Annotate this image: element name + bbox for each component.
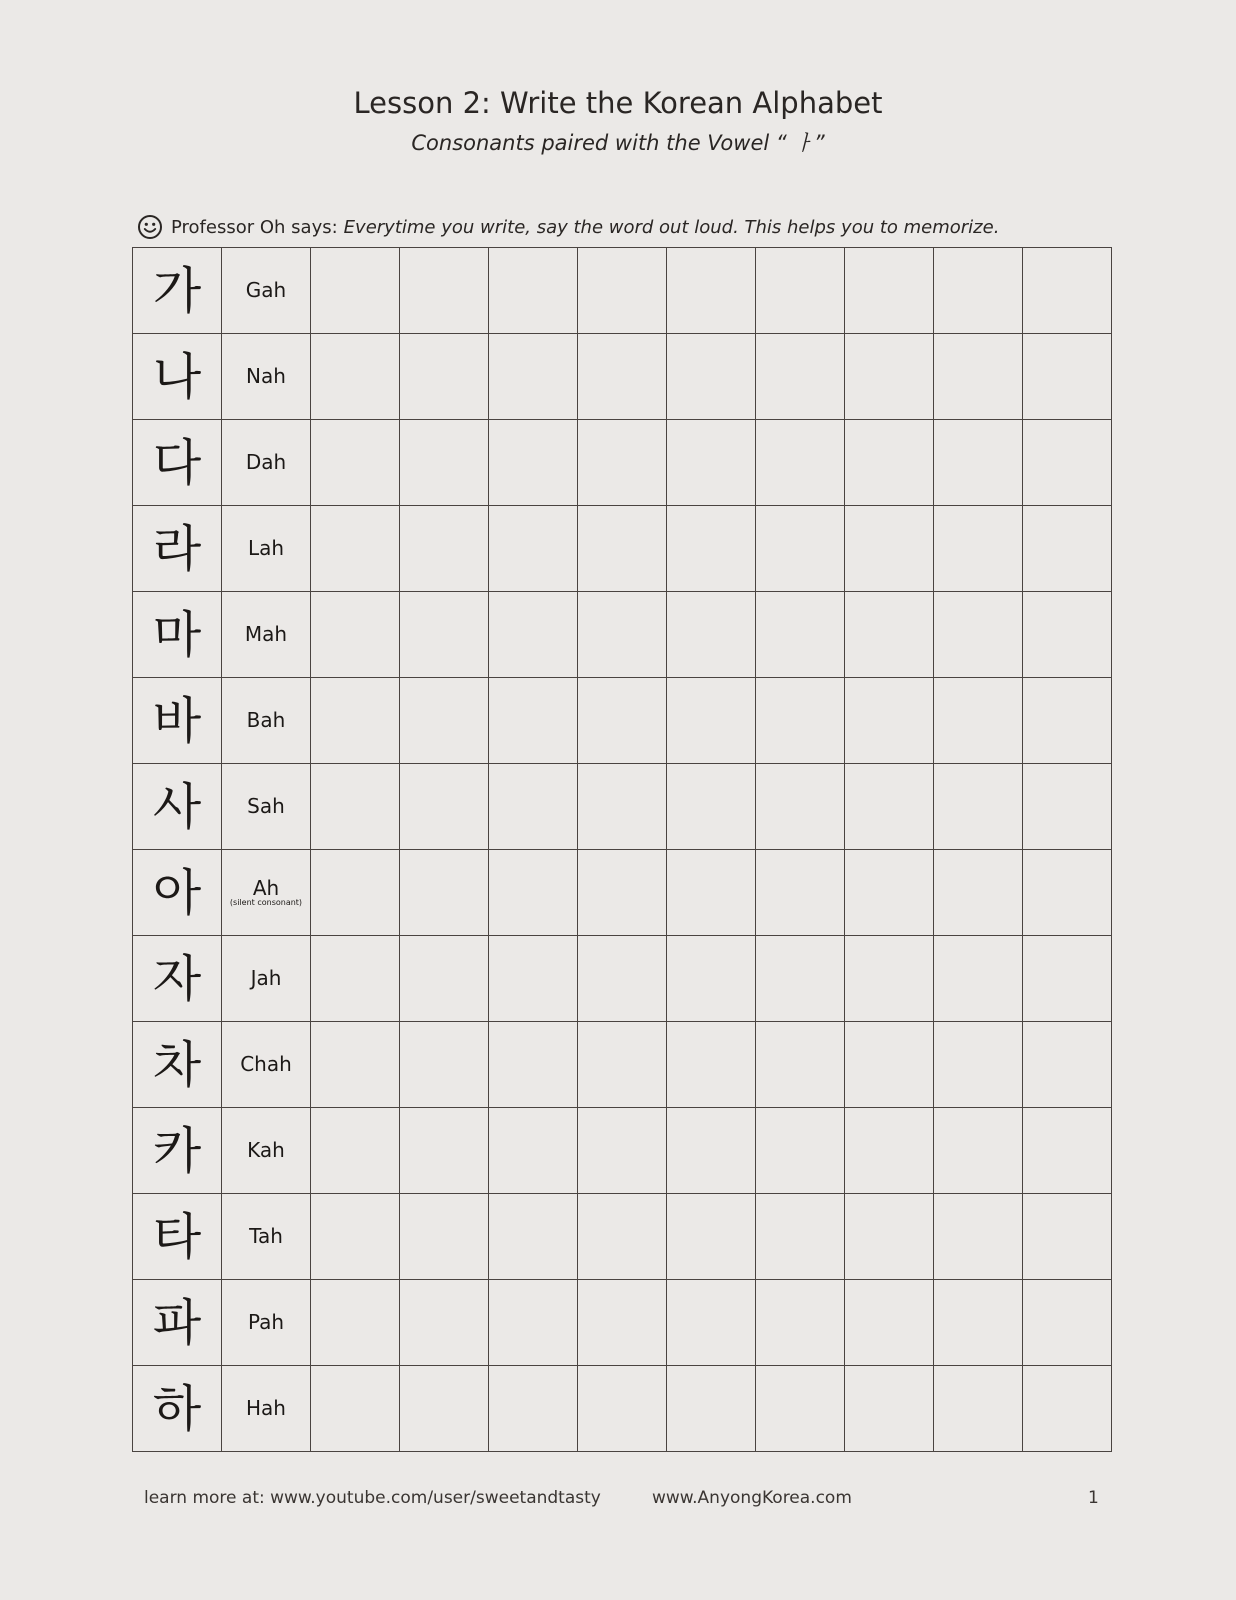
practice-cell bbox=[311, 248, 400, 334]
practice-cell bbox=[311, 1194, 400, 1280]
practice-grid bbox=[132, 247, 1112, 1452]
practice-cell bbox=[845, 850, 934, 936]
practice-cell bbox=[845, 936, 934, 1022]
practice-cell bbox=[578, 1366, 667, 1452]
practice-cell bbox=[934, 850, 1023, 936]
tip-lead: Professor Oh says: bbox=[171, 216, 338, 238]
practice-cell bbox=[756, 1194, 845, 1280]
practice-cell bbox=[934, 592, 1023, 678]
practice-cell bbox=[934, 936, 1023, 1022]
korean-syllable: 가 bbox=[152, 261, 202, 320]
korean-syllable: 자 bbox=[152, 949, 202, 1008]
practice-cell bbox=[578, 592, 667, 678]
practice-cell bbox=[489, 850, 578, 936]
romanization-cell bbox=[222, 334, 311, 420]
romanization-cell bbox=[222, 678, 311, 764]
page-subtitle: Consonants paired with the Vowel “ ㅏ” bbox=[411, 131, 825, 155]
practice-cell bbox=[934, 1366, 1023, 1452]
romanization-note: (silent consonant) bbox=[229, 898, 303, 907]
practice-cell bbox=[756, 764, 845, 850]
practice-cell bbox=[845, 592, 934, 678]
syllable-cell bbox=[133, 248, 222, 334]
practice-cell bbox=[1023, 334, 1112, 420]
tip-quote: Everytime you write, say the word out loud. This helps you to memorize. bbox=[343, 216, 1000, 238]
korean-syllable: 하 bbox=[152, 1379, 202, 1438]
grid-row bbox=[133, 1366, 1112, 1452]
practice-cell bbox=[1023, 1194, 1112, 1280]
romanization: Tah bbox=[249, 1224, 283, 1248]
practice-cell bbox=[578, 1194, 667, 1280]
practice-cell bbox=[667, 420, 756, 506]
syllable-cell bbox=[133, 1108, 222, 1194]
practice-cell bbox=[489, 334, 578, 420]
practice-cell bbox=[756, 248, 845, 334]
smiley-icon bbox=[137, 214, 163, 240]
syllable-cell bbox=[133, 1022, 222, 1108]
practice-cell bbox=[1023, 1022, 1112, 1108]
practice-cell bbox=[400, 936, 489, 1022]
practice-cell bbox=[1023, 1366, 1112, 1452]
grid-row bbox=[133, 936, 1112, 1022]
practice-cell bbox=[311, 592, 400, 678]
practice-cell bbox=[667, 334, 756, 420]
practice-cell bbox=[1023, 764, 1112, 850]
practice-cell bbox=[667, 1280, 756, 1366]
practice-cell bbox=[1023, 678, 1112, 764]
practice-cell bbox=[578, 764, 667, 850]
practice-cell bbox=[667, 764, 756, 850]
practice-cell bbox=[845, 1194, 934, 1280]
practice-cell bbox=[489, 248, 578, 334]
grid-row bbox=[133, 1108, 1112, 1194]
grid-row bbox=[133, 1022, 1112, 1108]
practice-cell bbox=[667, 678, 756, 764]
practice-cell bbox=[756, 1108, 845, 1194]
practice-cell bbox=[845, 1022, 934, 1108]
grid-row bbox=[133, 678, 1112, 764]
practice-cell bbox=[756, 506, 845, 592]
practice-cell bbox=[311, 1366, 400, 1452]
practice-cell bbox=[311, 850, 400, 936]
practice-cell bbox=[667, 1108, 756, 1194]
romanization-cell bbox=[222, 1280, 311, 1366]
syllable-cell bbox=[133, 764, 222, 850]
practice-cell bbox=[311, 936, 400, 1022]
syllable-cell bbox=[133, 1194, 222, 1280]
practice-cell bbox=[400, 248, 489, 334]
practice-cell bbox=[489, 1366, 578, 1452]
practice-cell bbox=[489, 764, 578, 850]
romanization-cell bbox=[222, 764, 311, 850]
practice-cell bbox=[756, 420, 845, 506]
practice-cell bbox=[489, 936, 578, 1022]
practice-cell bbox=[845, 420, 934, 506]
practice-cell bbox=[311, 420, 400, 506]
practice-cell bbox=[400, 1194, 489, 1280]
grid-row bbox=[133, 764, 1112, 850]
practice-cell bbox=[845, 248, 934, 334]
syllable-cell bbox=[133, 334, 222, 420]
practice-cell bbox=[400, 678, 489, 764]
practice-cell bbox=[489, 506, 578, 592]
practice-cell bbox=[400, 1108, 489, 1194]
korean-syllable: 라 bbox=[152, 519, 202, 578]
romanization-cell bbox=[222, 1366, 311, 1452]
practice-cell bbox=[667, 1366, 756, 1452]
romanization: Hah bbox=[246, 1396, 286, 1420]
romanization-cell bbox=[222, 506, 311, 592]
korean-syllable: 바 bbox=[152, 691, 202, 750]
grid-row bbox=[133, 1194, 1112, 1280]
practice-cell bbox=[845, 506, 934, 592]
romanization-cell bbox=[222, 936, 311, 1022]
practice-cell bbox=[667, 592, 756, 678]
practice-cell bbox=[756, 850, 845, 936]
practice-cell bbox=[756, 936, 845, 1022]
syllable-cell bbox=[133, 936, 222, 1022]
practice-cell bbox=[1023, 420, 1112, 506]
practice-cell bbox=[489, 1280, 578, 1366]
romanization-cell bbox=[222, 420, 311, 506]
grid-row bbox=[133, 248, 1112, 334]
practice-cell bbox=[845, 678, 934, 764]
practice-cell bbox=[311, 334, 400, 420]
practice-cell bbox=[400, 506, 489, 592]
practice-cell bbox=[400, 334, 489, 420]
practice-cell bbox=[756, 1280, 845, 1366]
practice-cell bbox=[578, 1108, 667, 1194]
romanization: Nah bbox=[246, 364, 286, 388]
practice-cell bbox=[756, 1366, 845, 1452]
syllable-cell bbox=[133, 420, 222, 506]
practice-cell bbox=[311, 764, 400, 850]
practice-cell bbox=[1023, 592, 1112, 678]
grid-row bbox=[133, 850, 1112, 936]
practice-cell bbox=[400, 850, 489, 936]
romanization-cell bbox=[222, 1194, 311, 1280]
practice-cell bbox=[489, 420, 578, 506]
footer-website-link[interactable]: www.AnyongKorea.com bbox=[652, 1488, 852, 1508]
romanization: Lah bbox=[247, 536, 285, 560]
practice-cell bbox=[934, 678, 1023, 764]
practice-cell bbox=[1023, 936, 1112, 1022]
romanization: Gah bbox=[245, 278, 287, 302]
practice-cell bbox=[400, 1366, 489, 1452]
practice-cell bbox=[667, 506, 756, 592]
practice-cell bbox=[667, 1022, 756, 1108]
korean-syllable: 다 bbox=[152, 433, 202, 492]
romanization-cell bbox=[222, 592, 311, 678]
grid-row bbox=[133, 592, 1112, 678]
practice-cell bbox=[400, 1022, 489, 1108]
practice-cell bbox=[1023, 850, 1112, 936]
syllable-cell bbox=[133, 1280, 222, 1366]
korean-syllable: 마 bbox=[152, 605, 202, 664]
romanization: Pah bbox=[247, 1310, 285, 1334]
practice-cell bbox=[489, 1108, 578, 1194]
korean-syllable: 나 bbox=[152, 347, 202, 406]
romanization: Jah bbox=[250, 966, 282, 990]
korean-syllable: 아 bbox=[152, 863, 202, 922]
syllable-cell bbox=[133, 592, 222, 678]
practice-cell bbox=[934, 1194, 1023, 1280]
practice-cell bbox=[934, 420, 1023, 506]
practice-cell bbox=[934, 248, 1023, 334]
practice-cell bbox=[1023, 506, 1112, 592]
syllable-cell bbox=[133, 678, 222, 764]
romanization: Bah bbox=[246, 708, 286, 732]
footer-youtube-link[interactable]: learn more at: www.youtube.com/user/sweetandtasty bbox=[144, 1488, 601, 1508]
syllable-cell bbox=[133, 506, 222, 592]
practice-cell bbox=[756, 334, 845, 420]
romanization-cell bbox=[222, 248, 311, 334]
practice-cell bbox=[311, 1022, 400, 1108]
romanization-cell bbox=[222, 850, 311, 936]
practice-cell bbox=[1023, 1108, 1112, 1194]
syllable-cell bbox=[133, 1366, 222, 1452]
practice-cell bbox=[667, 1194, 756, 1280]
korean-syllable: 타 bbox=[152, 1207, 202, 1266]
grid-row bbox=[133, 506, 1112, 592]
practice-cell bbox=[400, 592, 489, 678]
practice-cell bbox=[311, 678, 400, 764]
romanization: Sah bbox=[247, 794, 285, 818]
practice-cell bbox=[400, 420, 489, 506]
page-number: 1 bbox=[1088, 1488, 1099, 1508]
practice-cell bbox=[578, 420, 667, 506]
practice-cell bbox=[756, 1022, 845, 1108]
practice-cell bbox=[489, 1022, 578, 1108]
practice-cell bbox=[1023, 248, 1112, 334]
practice-cell bbox=[934, 764, 1023, 850]
practice-cell bbox=[756, 678, 845, 764]
practice-cell bbox=[400, 764, 489, 850]
practice-cell bbox=[934, 506, 1023, 592]
practice-cell bbox=[578, 850, 667, 936]
korean-syllable: 사 bbox=[152, 777, 202, 836]
practice-cell bbox=[934, 1280, 1023, 1366]
professor-tip bbox=[137, 213, 1097, 241]
practice-cell bbox=[845, 1108, 934, 1194]
korean-syllable: 차 bbox=[152, 1035, 202, 1094]
practice-cell bbox=[578, 1022, 667, 1108]
practice-cell bbox=[934, 1022, 1023, 1108]
practice-cell bbox=[489, 592, 578, 678]
practice-cell bbox=[489, 678, 578, 764]
practice-cell bbox=[934, 1108, 1023, 1194]
grid-row bbox=[133, 1280, 1112, 1366]
korean-syllable: 카 bbox=[152, 1121, 202, 1180]
practice-cell bbox=[934, 334, 1023, 420]
practice-cell bbox=[667, 850, 756, 936]
practice-cell bbox=[667, 936, 756, 1022]
korean-syllable: 파 bbox=[152, 1293, 202, 1352]
romanization: Ah bbox=[252, 876, 280, 900]
romanization: Dah bbox=[245, 450, 287, 474]
practice-cell bbox=[756, 592, 845, 678]
romanization-cell bbox=[222, 1022, 311, 1108]
practice-cell bbox=[578, 248, 667, 334]
grid-row bbox=[133, 334, 1112, 420]
romanization: Mah bbox=[244, 622, 288, 646]
practice-cell bbox=[667, 248, 756, 334]
practice-cell bbox=[578, 506, 667, 592]
romanization: Chah bbox=[240, 1052, 292, 1076]
romanization-cell bbox=[222, 1108, 311, 1194]
practice-cell bbox=[400, 1280, 489, 1366]
practice-cell bbox=[311, 1108, 400, 1194]
practice-cell bbox=[578, 936, 667, 1022]
practice-cell bbox=[311, 1280, 400, 1366]
page-title: Lesson 2: Write the Korean Alphabet bbox=[353, 86, 883, 120]
practice-cell bbox=[578, 678, 667, 764]
practice-cell bbox=[845, 1366, 934, 1452]
romanization: Kah bbox=[247, 1138, 285, 1162]
practice-cell bbox=[489, 1194, 578, 1280]
practice-cell bbox=[311, 506, 400, 592]
syllable-cell bbox=[133, 850, 222, 936]
practice-cell bbox=[578, 334, 667, 420]
practice-cell bbox=[1023, 1280, 1112, 1366]
practice-cell bbox=[578, 1280, 667, 1366]
practice-cell bbox=[845, 334, 934, 420]
practice-cell bbox=[845, 1280, 934, 1366]
practice-cell bbox=[845, 764, 934, 850]
grid-row bbox=[133, 420, 1112, 506]
